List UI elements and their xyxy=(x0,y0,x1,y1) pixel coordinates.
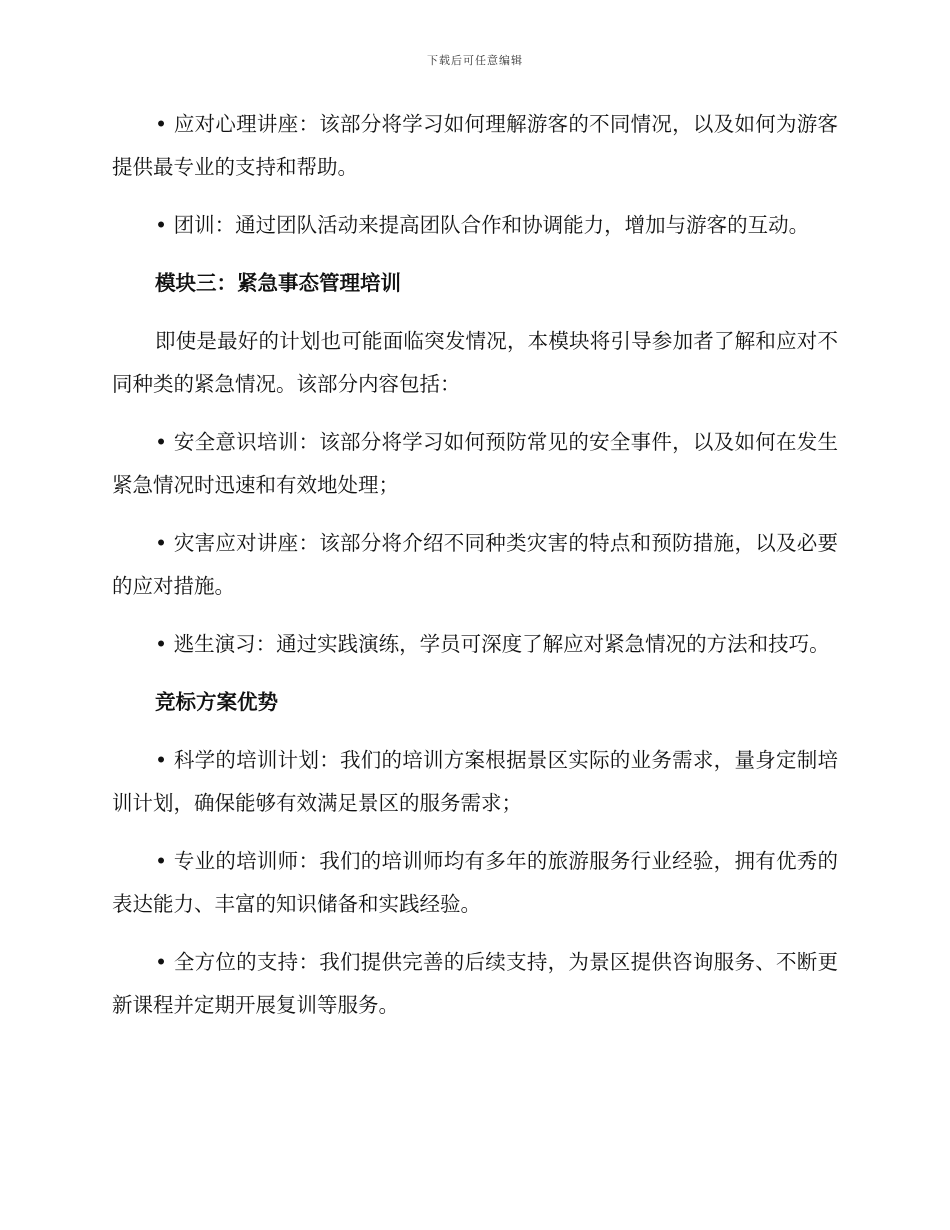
module-three-intro: 即使是最好的计划也可能面临突发情况，本模块将引导参加者了解和应对不同种类的紧急情况。该部分内容包括： xyxy=(112,329,838,396)
page-header: 下载后可任意编辑 xyxy=(427,54,523,67)
document-body xyxy=(112,103,838,1042)
bullet-disaster-response: • 灾害应对讲座：该部分将介绍不同种类灾害的特点和预防措施，以及必要的应对措施。 xyxy=(112,531,838,598)
section-heading-advantages: 竞标方案优势 xyxy=(155,690,278,714)
bullet-team-training: • 团训：通过团队活动来提高团队合作和协调能力，增加与游客的互动。 xyxy=(155,213,810,237)
bullet-professional-trainers: • 专业的培训师：我们的培训师均有多年的旅游服务行业经验，拥有优秀的表达能力、丰富的知识储备和实践经验。 xyxy=(112,849,838,916)
bullet-psychology-lecture: • 应对心理讲座：该部分将学习如何理解游客的不同情况，以及如何为游客提供最专业的支持和帮助。 xyxy=(112,112,838,179)
bullet-escape-drill: • 逃生演习：通过实践演练，学员可深度了解应对紧急情况的方法和技巧。 xyxy=(155,632,830,656)
bullet-scientific-plan: • 科学的培训计划：我们的培训方案根据景区实际的业务需求，量身定制培训计划，确保能够有效满足景区的服务需求； xyxy=(112,748,838,815)
bullet-full-support: • 全方位的支持：我们提供完善的后续支持，为景区提供咨询服务、不断更新课程并定期开展复训等服务。 xyxy=(112,950,838,1017)
section-heading-module-three: 模块三：紧急事态管理培训 xyxy=(155,271,401,295)
bullet-safety-awareness: • 安全意识培训：该部分将学习如何预防常见的安全事件，以及如何在发生紧急情况时迅速和有效地处理； xyxy=(112,430,838,497)
